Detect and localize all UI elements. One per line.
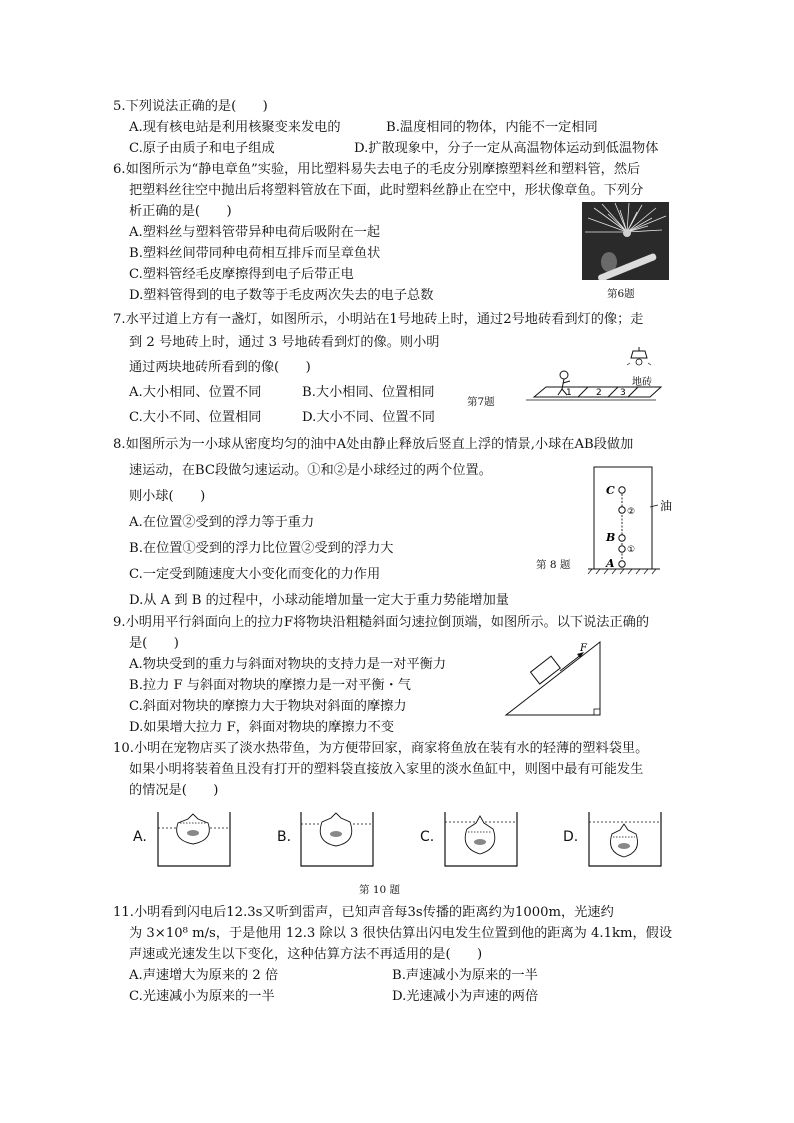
tile-number: 2 (596, 388, 602, 398)
q11-option-a: A.声速增大为原来的 2 倍 (129, 968, 279, 983)
q11-stem-line-1: 11.小明看到闪电后12.3s又听到雷声，已知声音每3s传播的距离约为1000m，光速约 (113, 905, 614, 920)
q11-stem-line-2: 为 3×10⁸ m/s，于是他用 12.3 除以 3 很快估算出闪电发生位置到他的距离为 4.1km，假设 (129, 926, 673, 941)
q11-option-c: C.光速减小为原来的一半 (129, 989, 275, 1004)
position-1-mark: ① (627, 545, 636, 555)
q6-figure-caption: 第6题 (607, 288, 635, 300)
q9-option-c: C.斜面对物块的摩擦力大于物块对斜面的摩擦力 (129, 699, 407, 714)
q10-tank-c (443, 810, 519, 868)
q9-option-a: A.物块受到的重力与斜面对物块的支持力是一对平衡力 (129, 657, 447, 672)
oil-label: 油 (660, 499, 673, 513)
point-a-label: A (606, 557, 615, 570)
q9-stem-line-1: 9.小明用平行斜面向上的拉力F将物块沿粗糙斜面匀速拉倒顶端，如图所示。以下说法正确的 (113, 615, 650, 630)
q8-stem-line-3: 则小球( ) (129, 489, 206, 504)
q6-option-d: D.塑料管得到的电子数等于毛皮两次失去的电子总数 (129, 288, 434, 303)
q11-option-b: B.声速减小为原来的一半 (392, 968, 538, 983)
tile-number: 1 (566, 388, 572, 398)
position-2-mark: ② (627, 507, 636, 517)
q5-option-d: D.扩散现象中，分子一定从高温物体运动到低温物体 (354, 141, 659, 156)
force-f-label: F (580, 643, 587, 654)
q9-stem-line-2: 是( ) (129, 636, 179, 651)
tile-number: 3 (620, 388, 626, 398)
q11-option-d: D.光速减小为声速的两倍 (392, 989, 539, 1004)
q7-option-a: A.大小相同、位置不同 (129, 385, 262, 400)
q7-stem-line-1: 7.水平过道上方有一盏灯，如图所示，小明站在1号地砖上时，通过2号地砖看到灯的像；走 (113, 312, 644, 327)
q10-stem-line-2: 如果小明将装着鱼且没有打开的塑料袋直接放入家里的淡水鱼缸中，则图中最有可能发生 (129, 762, 644, 777)
q6-option-c: C.塑料管经毛皮摩擦得到电子后带正电 (129, 267, 354, 282)
q9-option-d: D.如果增大拉力 F，斜面对物块的摩擦力不变 (129, 720, 395, 735)
q5-option-c: C.原子由质子和电子组成 (129, 141, 275, 156)
q6-octopus-photo (582, 202, 669, 280)
q5-option-a: A.现有核电站是利用核聚变来发电的 (129, 120, 341, 135)
q8-option-a: A.在位置②受到的浮力等于重力 (129, 515, 315, 530)
q7-option-c: C.大小不同、位置相同 (129, 410, 262, 425)
q7-figure-caption: 第7题 (467, 396, 495, 408)
q10-figure-caption: 第 10 题 (359, 884, 401, 896)
q7-option-b: B.大小相同、位置相同 (302, 385, 435, 400)
q10-tank-d (587, 810, 663, 868)
q10-stem-line-1: 10.小明在宠物店买了淡水热带鱼，为方便带回家，商家将鱼放在装有水的轻薄的塑料袋里。 (113, 741, 649, 756)
q6-stem-line-3: 析正确的是( ) (129, 204, 232, 219)
q7-option-d: D.大小不同、位置不同 (302, 410, 435, 425)
point-c-label: C (606, 484, 615, 497)
q8-stem-line-2: 速运动，在BC段做匀速运动。①和②是小球经过的两个位置。 (129, 463, 492, 478)
floor-tile-label: 地砖 (632, 377, 652, 388)
q6-stem-line-2: 把塑料丝往空中抛出后将塑料管放在下面，此时塑料丝静止在空中，形状像章鱼。下列分 (129, 183, 644, 198)
q8-stem-line-1: 8.如图所示为一小球从密度均匀的油中A处由静止释放后竖直上浮的情景,小球在AB段做加 (113, 437, 634, 452)
q5-stem: 5.下列说法正确的是( ) (113, 99, 268, 114)
q10-option-a-label: A. (133, 829, 147, 845)
q7-lamp-tiles-diagram (520, 345, 670, 407)
q8-figure-caption: 第 8 题 (536, 559, 571, 571)
q10-option-d-label: D. (563, 829, 579, 845)
q10-tank-a (156, 810, 232, 868)
q8-option-b: B.在位置①受到的浮力比位置②受到的浮力大 (129, 541, 394, 556)
q10-stem-line-3: 的情况是( ) (129, 783, 219, 798)
q7-stem-line-3: 通过两块地砖所看到的像( ) (129, 360, 311, 375)
q10-option-c-label: C. (420, 829, 435, 845)
q10-tank-b (299, 810, 375, 868)
q8-oil-column-diagram (586, 465, 686, 577)
q9-option-b: B.拉力 F 与斜面对物块的摩擦力是一对平衡・气 (129, 678, 411, 693)
q9-incline-diagram (500, 638, 610, 720)
q8-option-d: D.从 A 到 B 的过程中，小球动能增加量一定大于重力势能增加量 (129, 593, 509, 608)
q7-stem-line-2: 到 2 号地砖上时，通过 3 号地砖看到灯的像。则小明 (129, 335, 440, 350)
q6-option-b: B.塑料丝间带同种电荷相互排斥而呈章鱼状 (129, 246, 381, 261)
lamp-icon (627, 347, 651, 365)
q8-option-c: C.一定受到随速度大小变化而变化的力作用 (129, 567, 381, 582)
q6-option-a: A.塑料丝与塑料管带异种电荷后吸附在一起 (129, 225, 381, 240)
q5-option-b: B.温度相同的物体，内能不一定相同 (386, 120, 598, 135)
point-b-label: B (606, 531, 616, 544)
q10-option-b-label: B. (277, 829, 292, 845)
q6-stem-line-1: 6.如图所示为“静电章鱼”实验，用比塑料易失去电子的毛皮分别摩擦塑料丝和塑料管，然后 (113, 162, 641, 177)
q11-stem-line-3: 声速或光速发生以下变化，这种估算方法不再适用的是( ) (129, 947, 483, 962)
